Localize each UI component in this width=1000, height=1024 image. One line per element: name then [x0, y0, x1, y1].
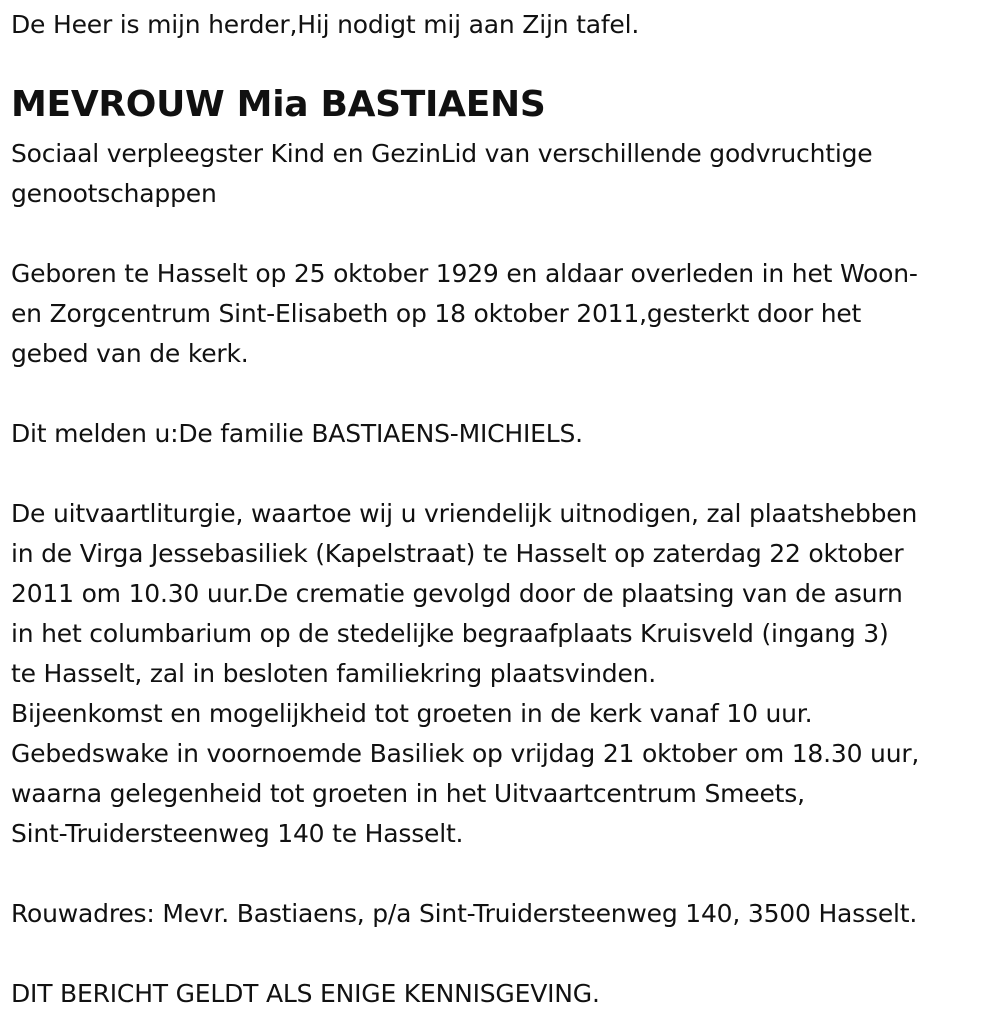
- verse-text: De Heer is mijn herder,Hij nodigt mij aan Zijn tafel.: [11, 10, 640, 39]
- notice-text: DIT BERICHT GELDT ALS ENIGE KENNISGEVING.: [11, 979, 600, 1008]
- birth-death-line: en Zorgcentrum Sint-Elisabeth op 18 oktober 2011,gesterkt door het: [11, 299, 862, 328]
- funeral-line: Bijeenkomst en mogelijkheid tot groeten in de kerk vanaf 10 uur.: [11, 699, 813, 728]
- family-announcement: Dit melden u:De familie BASTIAENS-MICHIELS.: [11, 419, 583, 448]
- mourning-address: Rouwadres: Mevr. Bastiaens, p/a Sint-Truidersteenweg 140, 3500 Hasselt.: [11, 899, 918, 928]
- birth-death-line: Geboren te Hasselt op 25 oktober 1929 en aldaar overleden in het Woon-: [11, 259, 918, 288]
- funeral-line: te Hasselt, zal in besloten familiekring plaatsvinden.: [11, 659, 657, 688]
- funeral-line: Sint-Truidersteenweg 140 te Hasselt.: [11, 819, 464, 848]
- birth-death-line: gebed van de kerk.: [11, 339, 249, 368]
- occupation-line: genootschappen: [11, 179, 217, 208]
- funeral-line: waarna gelegenheid tot groeten in het Uitvaartcentrum Smeets,: [11, 779, 805, 808]
- deceased-name: MEVROUW Mia BASTIAENS: [11, 84, 546, 125]
- funeral-line: in de Virga Jessebasiliek (Kapelstraat) te Hasselt op zaterdag 22 oktober: [11, 539, 904, 568]
- funeral-line: De uitvaartliturgie, waartoe wij u vriendelijk uitnodigen, zal plaatshebben: [11, 499, 918, 528]
- funeral-line: Gebedswake in voornoemde Basiliek op vrijdag 21 oktober om 18.30 uur,: [11, 739, 920, 768]
- funeral-line: 2011 om 10.30 uur.De crematie gevolgd door de plaatsing van de asurn: [11, 579, 903, 608]
- funeral-line: in het columbarium op de stedelijke begraafplaats Kruisveld (ingang 3): [11, 619, 889, 648]
- occupation-line: Sociaal verpleegster Kind en GezinLid van verschillende godvruchtige: [11, 139, 873, 168]
